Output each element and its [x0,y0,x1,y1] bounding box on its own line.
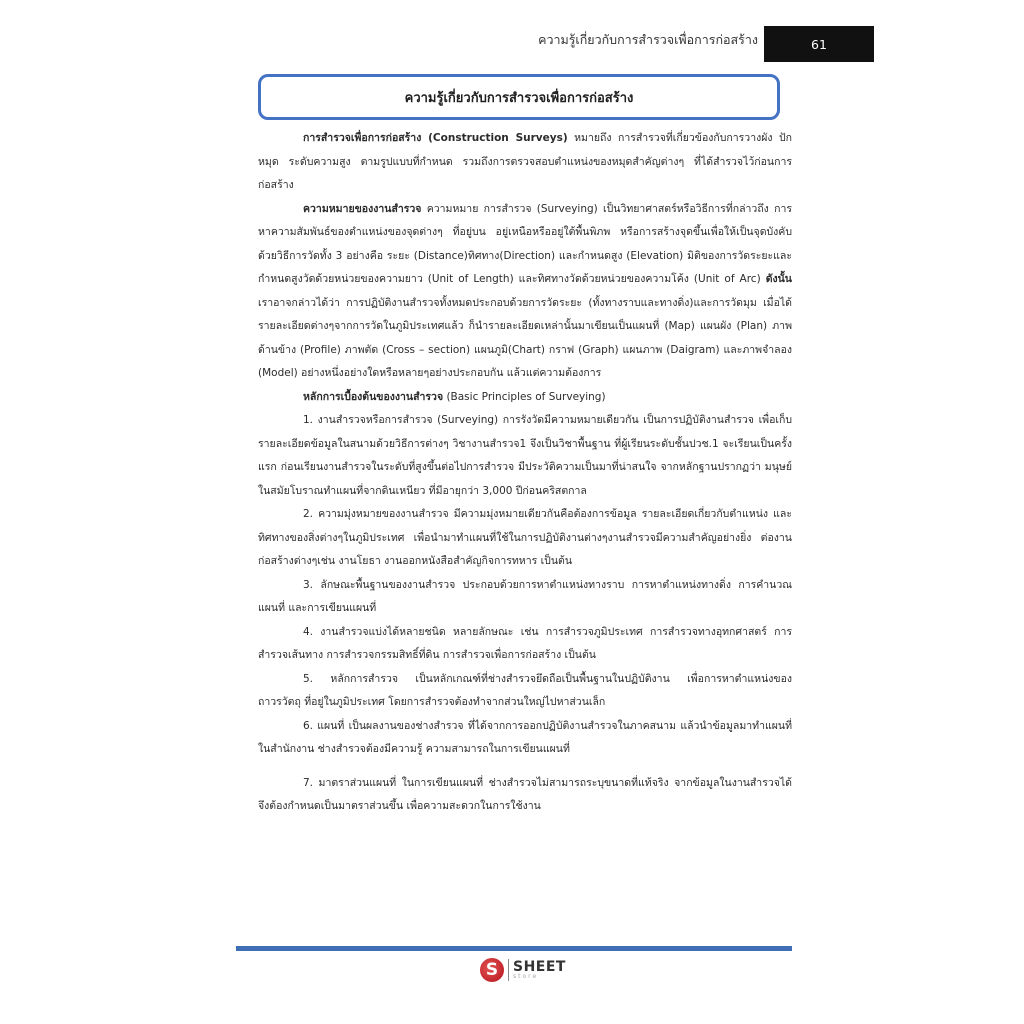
logo-subword: store [513,973,539,980]
meaning-lead: ความหมายของงานสำรวจ [303,202,422,215]
principle-item-6: 6. แผนที่ เป็นผลงานของช่างสำรวจ ที่ได้จากการออกปฏิบัติงานสำรวจในภาคสนาม แล้วนำข้อมูลมาทำแผนที่ในสำนักงาน ช่างสำรวจต้องมีความรู้ ความสามารถในการเขียนแผนที่ [258,719,792,755]
principle-item-4: 4. งานสำรวจแบ่งได้หลายชนิด หลายลักษณะ เช่น การสำรวจภูมิประเทศ การสำรวจทางอุทกศาสตร์ การสำรวจเส้นทาง การสำรวจกรรมสิทธิ์ที่ดิน การสำรวจเพื่อการก่อสร้าง เป็นต้น [258,625,792,661]
logo-s-icon: S [480,958,504,982]
footer-rule [236,946,792,951]
page-body [258,127,792,819]
principles-heading-rest: (Basic Principles of Surveying) [443,390,606,403]
principle-item-1: 1. งานสำรวจหรือการสำรวจ (Surveying) การรังวัดมีความหมายเดียวกัน เป็นการปฏิบัติงานสำรวจ เพื่อเก็บรายละเอียดข้อมูลในสนามด้วยวิธีการต่างๆ วิชางานสำรวจ1 จึงเป็นวิชาพื้นฐาน ที่ผู้เรียนระดับชั้นปวช.1 จะเรียนเป็นครั้งแรก ก่อนเรียนงานสำรวจในระดับที่สูงขึ้นต่อไปการสำรวจ มีประวัติความเป็นมาที่น่าสนใจ จากหลักฐานปรากฏว่า มนุษย์ในสมัยโบราณทำแผนที่จากดินเหนียว ที่มีอายุกว่า 3,000 ปีก่อนคริสตกาล [258,414,792,497]
principles-heading [258,386,792,410]
logo-divider [508,959,509,981]
intro-lead: การสำรวจเพื่อการก่อสร้าง (Construction Surveys) [303,132,568,144]
intro-paragraph [258,127,792,198]
logo-word: SHEET [513,959,566,975]
logo-text [513,960,566,980]
chapter-title-box [258,74,780,120]
meaning-text-2: เราอาจกล่าวได้ว่า การปฏิบัติงานสำรวจทั้งหมดประกอบด้วยการวัดระยะ (ทั้งทางราบและทางดิ่ง)และการวัดมุม เมื่อได้รายละเอียดต่างๆจากการวัดในภูมิประเทศแล้ว ก็นำรายละเอียดเหล่านั้นมาเขียนเป็นแผนที่ (Map) แผนผัง (Plan) ภาพด้านข้าง (Profile) ภาพตัด (Cross – section) แผนภูมิ(Chart) กราฟ (Graph) แผนภาพ (Daigram) และภาพจำลอง (Model) อย่างหนึ่งอย่างใดหรือหลายๆอย่างประกอบกัน แล้วแต่ความต้องการ [258,296,792,379]
intro-text: หมายถึง การสำรวจที่เกี่ยวข้องกับการวางผัง ปักหมุด ระดับความสูง ตามรูปแบบที่กำหนด รวมถึงการตรวจสอบตำแหน่งของหมุดสำคัญต่างๆ ที่ได้สำรวจไว้ก่อนการก่อสร้าง [258,132,792,191]
principle-item-2: 2. ความมุ่งหมายของงานสำรวจ มีความมุ่งหมายเดียวกันคือต้องการข้อมูล รายละเอียดเกี่ยวกับตำแหน่ง และทิศทางของสิ่งต่างๆในภูมิประเทศ เพื่อนำมาทำแผนที่ใช้ในการปฏิบัติงานต่างๆงานสำรวจมีความสำคัญอย่างยิ่ง ต่องานก่อสร้างต่างๆเช่น งานโยธา งานออกหนังสือสำคัญกิจการทหาร เป็นต้น [258,508,792,567]
page-number-box [764,26,874,62]
sheet-store-logo [480,955,566,985]
principle-item-7: 7. มาตราส่วนแผนที่ ในการเขียนแผนที่ ช่างสำรวจไม่สามารถระบุขนาดที่แท้จริง จากข้อมูลในงานสำรวจได้ จึงต้องกำหนดเป็นมาตราส่วนขึ้น เพื่อความสะดวกในการใช้งาน [258,776,792,812]
chapter-title: ความรู้เกี่ยวกับการสำรวจเพื่อการก่อสร้าง [404,90,634,106]
meaning-paragraph [258,198,792,386]
principle-item-5: 5. หลักการสำรวจ เป็นหลักเกณฑ์ที่ช่างสำรวจยึดถือเป็นพื้นฐานในปฏิบัติงาน เพื่อการหาตำแหน่งของถาวรวัตถุ ที่อยู่ในภูมิประเทศ โดยการสำรวจต้องทำจากส่วนใหญ่ไปหาส่วนเล็ก [258,672,792,708]
meaning-bold-mid: ดังนั้น [765,273,792,285]
running-header-title: ความรู้เกี่ยวกับการสำรวจเพื่อการก่อสร้าง [538,32,758,47]
meaning-text-1: ความหมาย การสำรวจ (Surveying) เป็นวิทยาศาสตร์หรือวิธีการที่กล่าวถึง การหาความสัมพันธ์ของตำแหน่งของจุดต่างๆ ที่อยู่บน อยู่เหนือหรืออยู่ใต้พื้นพิภพ หรือการสร้างจุดขึ้นเพื่อให้เป็นจุดบังคับ ด้วยวิธีการวัดทั้ง 3 อย่างคือ ระยะ (Distance)ทิศทาง(Direction) และกำหนดสูง (Elevation) มิติของการวัดระยะและกำหนดสูงวัดด้วยหน่วยของความยาว (Unit of Length) และทิศทางวัดด้วยหน่วยของความโค้ง (Unit of Arc) [258,202,792,285]
page-number: 61 [811,36,827,52]
principles-heading-bold: หลักการเบื้องต้นของงานสำรวจ [303,390,444,403]
principle-item-3: 3. ลักษณะพื้นฐานของงานสำรวจ ประกอบด้วยการหาตำแหน่งทางราบ การหาตำแหน่งทางดิ่ง การคำนวณแผนที่ และการเขียนแผนที่ [258,578,792,614]
